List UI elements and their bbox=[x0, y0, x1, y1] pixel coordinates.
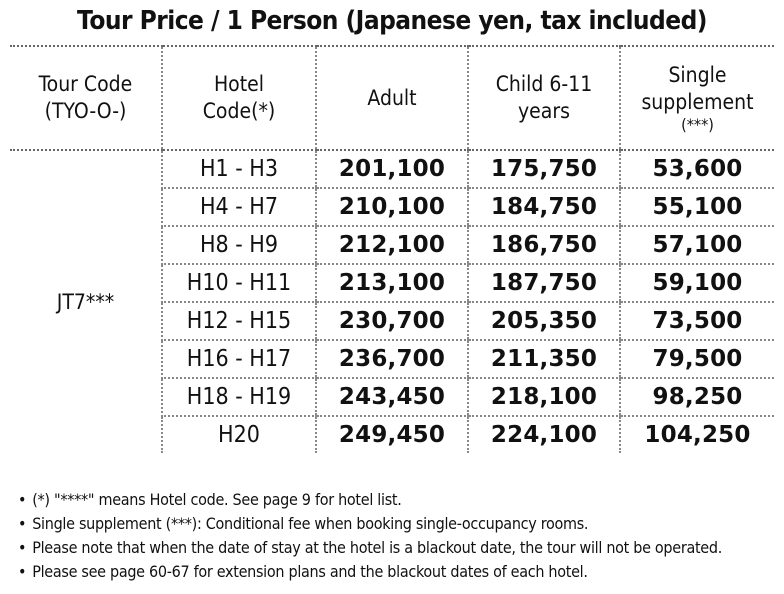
single-supplement-cell: 55,100 bbox=[620, 188, 774, 226]
single-supplement-cell: 79,500 bbox=[620, 340, 774, 378]
hotel-code-cell: H8 - H9 bbox=[162, 226, 316, 264]
table-title: Tour Price / 1 Person (Japanese yen, tax included) bbox=[77, 6, 707, 36]
header-child: Child 6-11 years bbox=[468, 46, 620, 150]
notes-list bbox=[18, 488, 722, 584]
table-row bbox=[10, 150, 774, 188]
adult-price-cell: 249,450 bbox=[316, 416, 468, 453]
child-price-cell: 184,750 bbox=[468, 188, 620, 226]
hotel-code-cell: H10 - H11 bbox=[162, 264, 316, 302]
adult-price-cell: 212,100 bbox=[316, 226, 468, 264]
hotel-code-cell: H12 - H15 bbox=[162, 302, 316, 340]
header-adult: Adult bbox=[316, 46, 468, 150]
child-price-cell: 205,350 bbox=[468, 302, 620, 340]
header-single-supplement: Single supplement (***) bbox=[620, 46, 774, 150]
child-price-cell: 175,750 bbox=[468, 150, 620, 188]
adult-price-cell: 230,700 bbox=[316, 302, 468, 340]
hotel-code-cell: H16 - H17 bbox=[162, 340, 316, 378]
hotel-code-cell: H18 - H19 bbox=[162, 378, 316, 416]
adult-price-cell: 210,100 bbox=[316, 188, 468, 226]
header-hotel-code: Hotel Code(*) bbox=[162, 46, 316, 150]
hotel-code-cell: H20 bbox=[162, 416, 316, 453]
child-price-cell: 211,350 bbox=[468, 340, 620, 378]
child-price-cell: 224,100 bbox=[468, 416, 620, 453]
single-supplement-cell: 59,100 bbox=[620, 264, 774, 302]
note-item: • Single supplement (***): Conditional fee when booking single-occupancy rooms. bbox=[18, 512, 722, 536]
single-supplement-cell: 73,500 bbox=[620, 302, 774, 340]
single-supplement-cell: 53,600 bbox=[620, 150, 774, 188]
adult-price-cell: 201,100 bbox=[316, 150, 468, 188]
note-item: • Please note that when the date of stay at the hotel is a blackout date, the tour will not be operated. bbox=[18, 536, 722, 560]
price-table bbox=[10, 45, 774, 453]
tour-code-cell: JT7*** bbox=[56, 290, 115, 314]
hotel-code-cell: H4 - H7 bbox=[162, 188, 316, 226]
child-price-cell: 187,750 bbox=[468, 264, 620, 302]
child-price-cell: 218,100 bbox=[468, 378, 620, 416]
single-supplement-cell: 104,250 bbox=[620, 416, 774, 453]
header-tour-code: Tour Code (TYO-O-) bbox=[10, 46, 162, 150]
hotel-code-cell: H1 - H3 bbox=[162, 150, 316, 188]
single-supplement-cell: 98,250 bbox=[620, 378, 774, 416]
note-item: • Please see page 60-67 for extension plans and the blackout dates of each hotel. bbox=[18, 560, 722, 584]
adult-price-cell: 236,700 bbox=[316, 340, 468, 378]
child-price-cell: 186,750 bbox=[468, 226, 620, 264]
adult-price-cell: 213,100 bbox=[316, 264, 468, 302]
single-supplement-cell: 57,100 bbox=[620, 226, 774, 264]
adult-price-cell: 243,450 bbox=[316, 378, 468, 416]
header-row bbox=[10, 46, 774, 150]
note-item: • (*) "****" means Hotel code. See page 9 for hotel list. bbox=[18, 488, 722, 512]
